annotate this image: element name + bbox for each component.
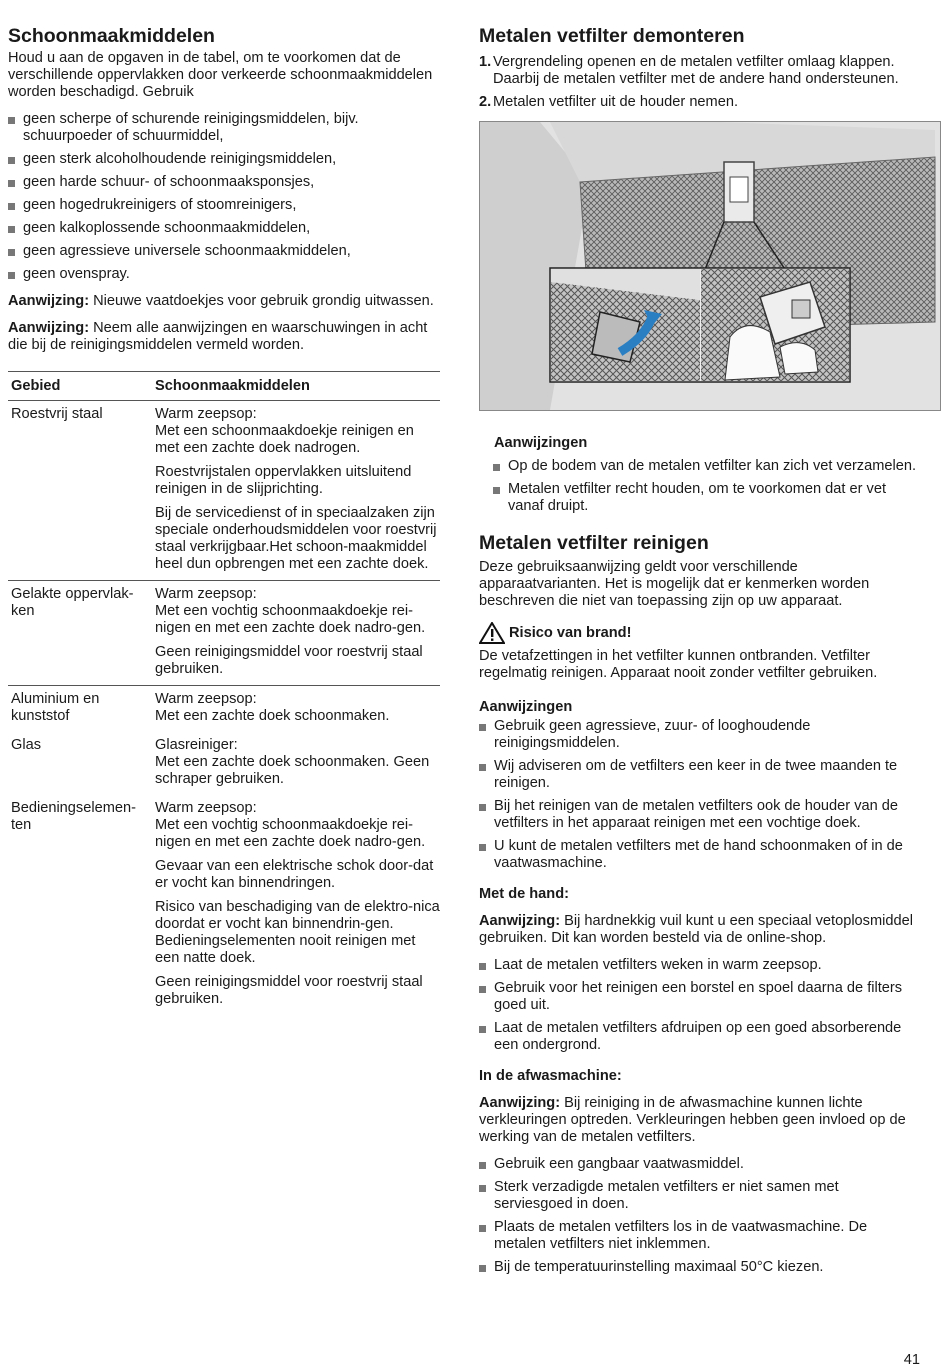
table-row xyxy=(8,686,440,733)
list-item: geen agressieve universele schoonmaakmiddelen, xyxy=(8,243,440,260)
notes-heading-1: Aanwijzingen xyxy=(494,435,588,451)
table-cell-paragraph: Warm zeepsop: Met een zachte doek schoonmaken. xyxy=(155,691,390,724)
intro-paragraph: Houd u aan de opgaven in de tabel, om te voorkomen dat de verschillende oppervlakken door verkeerde schoonmaakmiddelen worden beschadigd. Gebruik xyxy=(8,50,433,100)
list-item: geen ovenspray. xyxy=(8,266,440,283)
list-item: Gebruik een gangbaar vaatwasmiddel. xyxy=(479,1156,919,1173)
list-item: Laat de metalen vetfilters afdruipen op een goed absorberende een ondergrond. xyxy=(479,1020,919,1054)
table-row xyxy=(8,401,440,581)
list-item: Op de bodem van de metalen vetfilter kan zich vet verzamelen. xyxy=(493,458,919,475)
warning-title: Risico van brand! xyxy=(509,624,632,641)
table-header-agent: Schoonmaakmiddelen xyxy=(152,372,440,401)
step-text: Metalen vetfilter uit de houder nemen. xyxy=(493,94,738,110)
step-item xyxy=(479,54,919,88)
table-header-area: Gebied xyxy=(8,372,152,401)
list-item: geen sterk alcoholhoudende reinigingsmiddelen, xyxy=(8,151,440,168)
note-2 xyxy=(8,320,440,354)
table-cell-area: Bedieningselemen-ten xyxy=(11,800,136,833)
cleaning-bullet-list xyxy=(8,111,440,283)
note-label: Aanwijzing: xyxy=(479,1095,561,1111)
list-item: Plaats de metalen vetfilters los in de vaatwasmachine. De metalen vetfilters niet inklemmen. xyxy=(479,1219,919,1253)
list-item: Bij de temperatuurinstelling maximaal 50°C kiezen. xyxy=(479,1259,919,1276)
table-cell-area: Roestvrij staal xyxy=(8,401,152,581)
table-cell-agent xyxy=(152,401,440,581)
filter-illustration-svg xyxy=(480,122,940,410)
right-column xyxy=(479,0,919,1282)
table-cell-paragraph: Warm zeepsop: Met een vochtig schoonmaakdoekje rei-nigen en met een zachte doek nadro-gen. xyxy=(155,586,426,636)
list-item: Gebruik voor het reinigen een borstel en spoel daarna de filters goed uit. xyxy=(479,980,919,1014)
list-item: geen kalkoplossende schoonmaakmiddelen, xyxy=(8,220,440,237)
list-item: geen harde schuur- of schoonmaaksponsjes, xyxy=(8,174,440,191)
table-cell-agent xyxy=(152,795,440,1015)
table-row xyxy=(8,581,440,686)
section-title-cleaning-agents: Schoonmaakmiddelen xyxy=(8,25,215,47)
note-label: Aanwijzing: xyxy=(479,913,561,929)
notes-heading-2: Aanwijzingen xyxy=(479,699,573,715)
table-row xyxy=(8,732,440,795)
note-label: Aanwijzing: xyxy=(8,320,90,336)
table-cell-paragraph: Roestvrijstalen oppervlakken uitsluitend reinigen in de slijprichting. xyxy=(155,464,412,497)
table-cell-agent xyxy=(152,732,440,795)
by-hand-note xyxy=(479,913,919,947)
table-cell-area: Aluminium en kunststof xyxy=(11,691,100,724)
table-cell-agent xyxy=(152,686,440,733)
table-cell-paragraph: Risico van beschadiging van de elektro-nica doordat er vocht kan binnendrin-gen. Bedieningselementen nooit reinigen met een natte doek. xyxy=(155,899,440,966)
step-number: 1. xyxy=(479,54,492,70)
dishwasher-heading: In de afwasmachine: xyxy=(479,1068,622,1084)
step-text: Vergrendeling openen en de metalen vetfilter omlaag klappen. Daarbij de metalen vetfilter met de andere hand ondersteunen. xyxy=(493,54,899,87)
list-item: geen scherpe of schurende reinigingsmiddelen, bijv. schuurpoeder of schuurmiddel, xyxy=(8,111,440,145)
warning-icon xyxy=(479,622,505,644)
table-cell-area: Glas xyxy=(11,737,42,753)
notes-list-2 xyxy=(479,718,919,872)
notes-list-1 xyxy=(479,458,919,515)
note-text: Nieuwe vaatdoekjes voor gebruik grondig uitwassen. xyxy=(89,293,434,309)
by-hand-list xyxy=(479,957,919,1054)
note-text: Bij reiniging in de afwasmachine kunnen lichte verkleuringen optreden. Verkleuringen hebben geen invloed op de werking van de metalen vetfilters. xyxy=(479,1095,906,1145)
list-item: Bij het reinigen van de metalen vetfilters ook de houder van de vetfilters in het apparaat reinigen met een vochtige doek. xyxy=(479,798,919,832)
table-cell-agent xyxy=(152,581,440,686)
list-item: Gebruik geen agressieve, zuur- of looghoudende reinigingsmiddelen. xyxy=(479,718,919,752)
filter-illustration xyxy=(479,121,941,411)
section-title-clean-filter: Metalen vetfilter reinigen xyxy=(479,532,709,554)
cleaning-table xyxy=(8,371,440,1015)
step-number: 2. xyxy=(479,94,492,110)
intro-paragraph-2: Deze gebruiksaanwijzing geldt voor verschillende apparaatvarianten. Het is mogelijk dat er kenmerken worden beschreven die niet van toepassing zijn op uw apparaat. xyxy=(479,559,870,609)
warning-heading xyxy=(479,622,919,644)
section-title-dismantle-filter: Metalen vetfilter demonteren xyxy=(479,25,745,47)
table-cell-paragraph: Warm zeepsop: Met een schoonmaakdoekje reinigen en met een zachte doek nadrogen. xyxy=(155,406,414,456)
list-item: Metalen vetfilter recht houden, om te voorkomen dat er vet vanaf druipt. xyxy=(493,481,919,515)
table-cell-paragraph: Geen reinigingsmiddel voor roestvrij staal gebruiken. xyxy=(155,974,423,1007)
warning-text: De vetafzettingen in het vetfilter kunnen ontbranden. Vetfilter regelmatig reinigen. Apparaat nooit zonder vetfilter gebruiken. xyxy=(479,648,878,681)
note-text: Bij hardnekkig vuil kunt u een speciaal vetoplosmiddel gebruiken. Dit kan worden besteld via de online-shop. xyxy=(479,913,913,946)
table-cell-paragraph: Bij de servicedienst of in speciaalzaken zijn speciale onderhoudsmiddelen voor roestvrij staal verkrijgbaar.Het schoon-maakmiddel heel dun opbrengen met een zachte doek. xyxy=(155,505,437,572)
dishwasher-note xyxy=(479,1095,919,1146)
note-text: Neem alle aanwijzingen en waarschuwingen in acht die bij de reinigingsmiddelen vermeld worden. xyxy=(8,320,428,353)
table-row xyxy=(8,795,440,1015)
page-number: 41 xyxy=(903,1352,920,1368)
left-column xyxy=(8,0,440,1015)
list-item: Wij adviseren om de vetfilters een keer in de twee maanden te reinigen. xyxy=(479,758,919,792)
list-item: Sterk verzadigde metalen vetfilters er niet samen met serviesgoed in doen. xyxy=(479,1179,919,1213)
table-cell-area: Gelakte oppervlak-ken xyxy=(8,581,152,686)
steps-list xyxy=(479,54,919,111)
list-item: U kunt de metalen vetfilters met de hand schoonmaken of in de vaatwasmachine. xyxy=(479,838,919,872)
list-item: Laat de metalen vetfilters weken in warm zeepsop. xyxy=(479,957,919,974)
table-cell-paragraph: Gevaar van een elektrische schok door-dat er vocht kan binnendringen. xyxy=(155,858,434,891)
list-item: geen hogedrukreinigers of stoomreinigers, xyxy=(8,197,440,214)
table-cell-paragraph: Warm zeepsop: Met een vochtig schoonmaakdoekje rei-nigen en met een zachte doek nadro-gen. xyxy=(155,800,426,850)
by-hand-heading: Met de hand: xyxy=(479,886,569,902)
step-item xyxy=(479,94,919,111)
table-cell-paragraph: Glasreiniger: Met een zachte doek schoonmaken. Geen schraper gebruiken. xyxy=(155,737,430,787)
table-cell-paragraph: Geen reinigingsmiddel voor roestvrij staal gebruiken. xyxy=(155,644,423,677)
note-1 xyxy=(8,293,440,310)
note-label: Aanwijzing: xyxy=(8,293,90,309)
dishwasher-list xyxy=(479,1156,919,1276)
